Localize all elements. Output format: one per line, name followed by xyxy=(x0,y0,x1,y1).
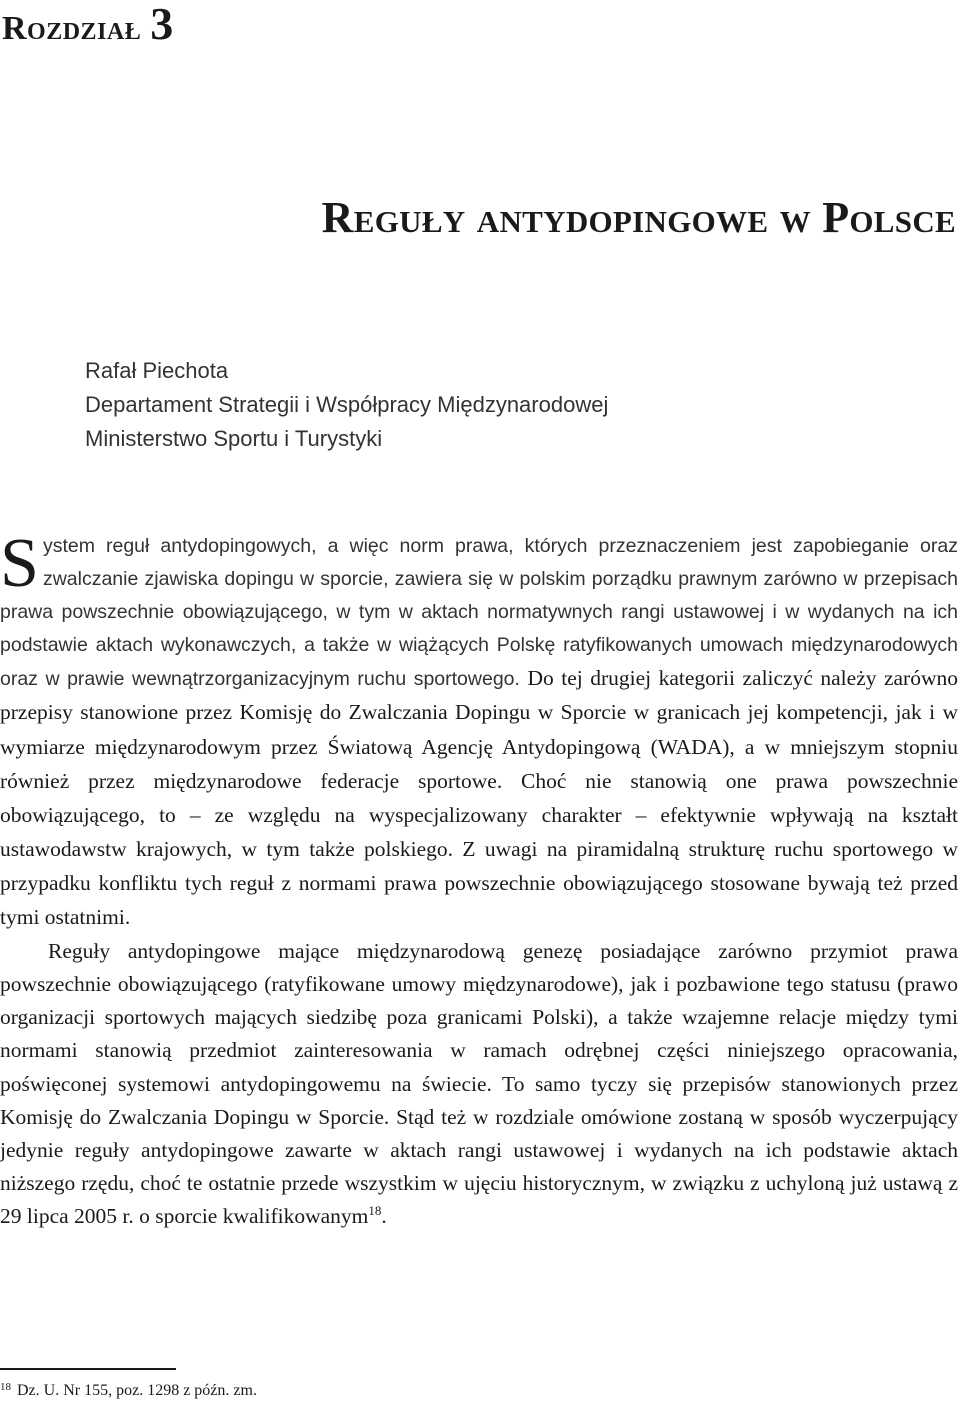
chapter-title: Reguły antydopingowe w Polsce xyxy=(321,193,956,242)
paragraph-2 xyxy=(0,935,958,1233)
paragraph-1-serif-part: Do tej drugiej kategorii zaliczyć należy zarówno przepisy stanowione przez Komisję do Zwalczania Dopingu w Sporcie w granicach jej kompetencji, jak i w wymiarze międzynarodowym przez Światową Agencję Antydopingową (WADA), a w mniejszym stopniu również przez międzynarodowe federacje sportowe. Choć nie stanowią one prawa powszechnie obowiązującego, to – ze względu na wyspecjalizowany charakter – efektywnie wpływają na kształt ustawodawstw krajowych, w tym także polskiego. Z uwagi na piramidalną strukturę ruchu sportowego w przypadku konfliktu tych reguł z normami prawa powszechnie obowiązującego stosowane bywają też przed tymi ostatnimi. xyxy=(0,666,958,930)
footnote-text: Dz. U. Nr 155, poz. 1298 z późn. zm. xyxy=(17,1382,257,1399)
author-ministry: Ministerstwo Sportu i Turystyki xyxy=(85,426,383,451)
paragraph-2-end: . xyxy=(381,1203,387,1228)
paragraph-2-text: Reguły antydopingowe mające międzynarodową genezę posiadające zarówno przymiot prawa powszechnie obowiązującego (ratyfikowane umowy międzynarodowe), jak i pozbawione tego statusu (prawo organizacji sportowych mających siedzibę poza granicami Polski), a także wzajemne relacje między tymi normami stanowią przedmiot zainteresowania w ramach odrębnej części niniejszego opracowania, poświęconej systemowi antydopingowemu na świecie. To samo tyczy się przepisów stanowionych przez Komisję do Zwalczania Dopingu w Sporcie. Stąd też w rozdziale omówione zostaną w sposób wyczerpujący jedynie reguły antydopingowe zawarte w aktach rangi ustawowej i wydanych na ich podstawie aktach niższego rzędu, choć te ostatnie przede wszystkim w ujęciu historycznym, w związku z uchyloną już ustawą z 29 lipca 2005 r. o sporcie kwalifikowanym xyxy=(0,939,958,1228)
author-name: Rafał Piechota xyxy=(85,358,229,383)
footnote xyxy=(0,1376,257,1402)
chapter-label xyxy=(2,2,174,51)
chapter-number: 3 xyxy=(150,0,174,49)
author-block xyxy=(85,354,608,456)
paragraph-1-sans-part: ystem reguł antydopingowych, a więc norm prawa, których przeznaczeniem jest zapobieganie oraz zwalczanie zjawiska dopingu w sporcie, zawiera się w polskim porządku prawnym zarówno w przepisach prawa powszechnie obowiązującego, w tym w aktach normatywnych rangi ustawowej i w wydanych na ich podstawie aktach wykonawczych, a także w wiążących Polskę ratyfikowanych umowach międzynarodowych oraz w prawie wewnątrzorganizacyjnym ruchu sportowego. xyxy=(0,535,958,691)
body-text xyxy=(0,525,958,1233)
footnote-divider xyxy=(0,1368,176,1370)
footnote-number: 18 xyxy=(0,1381,11,1393)
footnote-reference[interactable]: 18 xyxy=(368,1202,382,1218)
paragraph-1 xyxy=(0,525,958,935)
drop-cap: S xyxy=(0,525,39,602)
chapter-label-word: Rozdział xyxy=(2,10,142,47)
author-department: Departament Strategii i Współpracy Międzynarodowej xyxy=(85,392,609,417)
